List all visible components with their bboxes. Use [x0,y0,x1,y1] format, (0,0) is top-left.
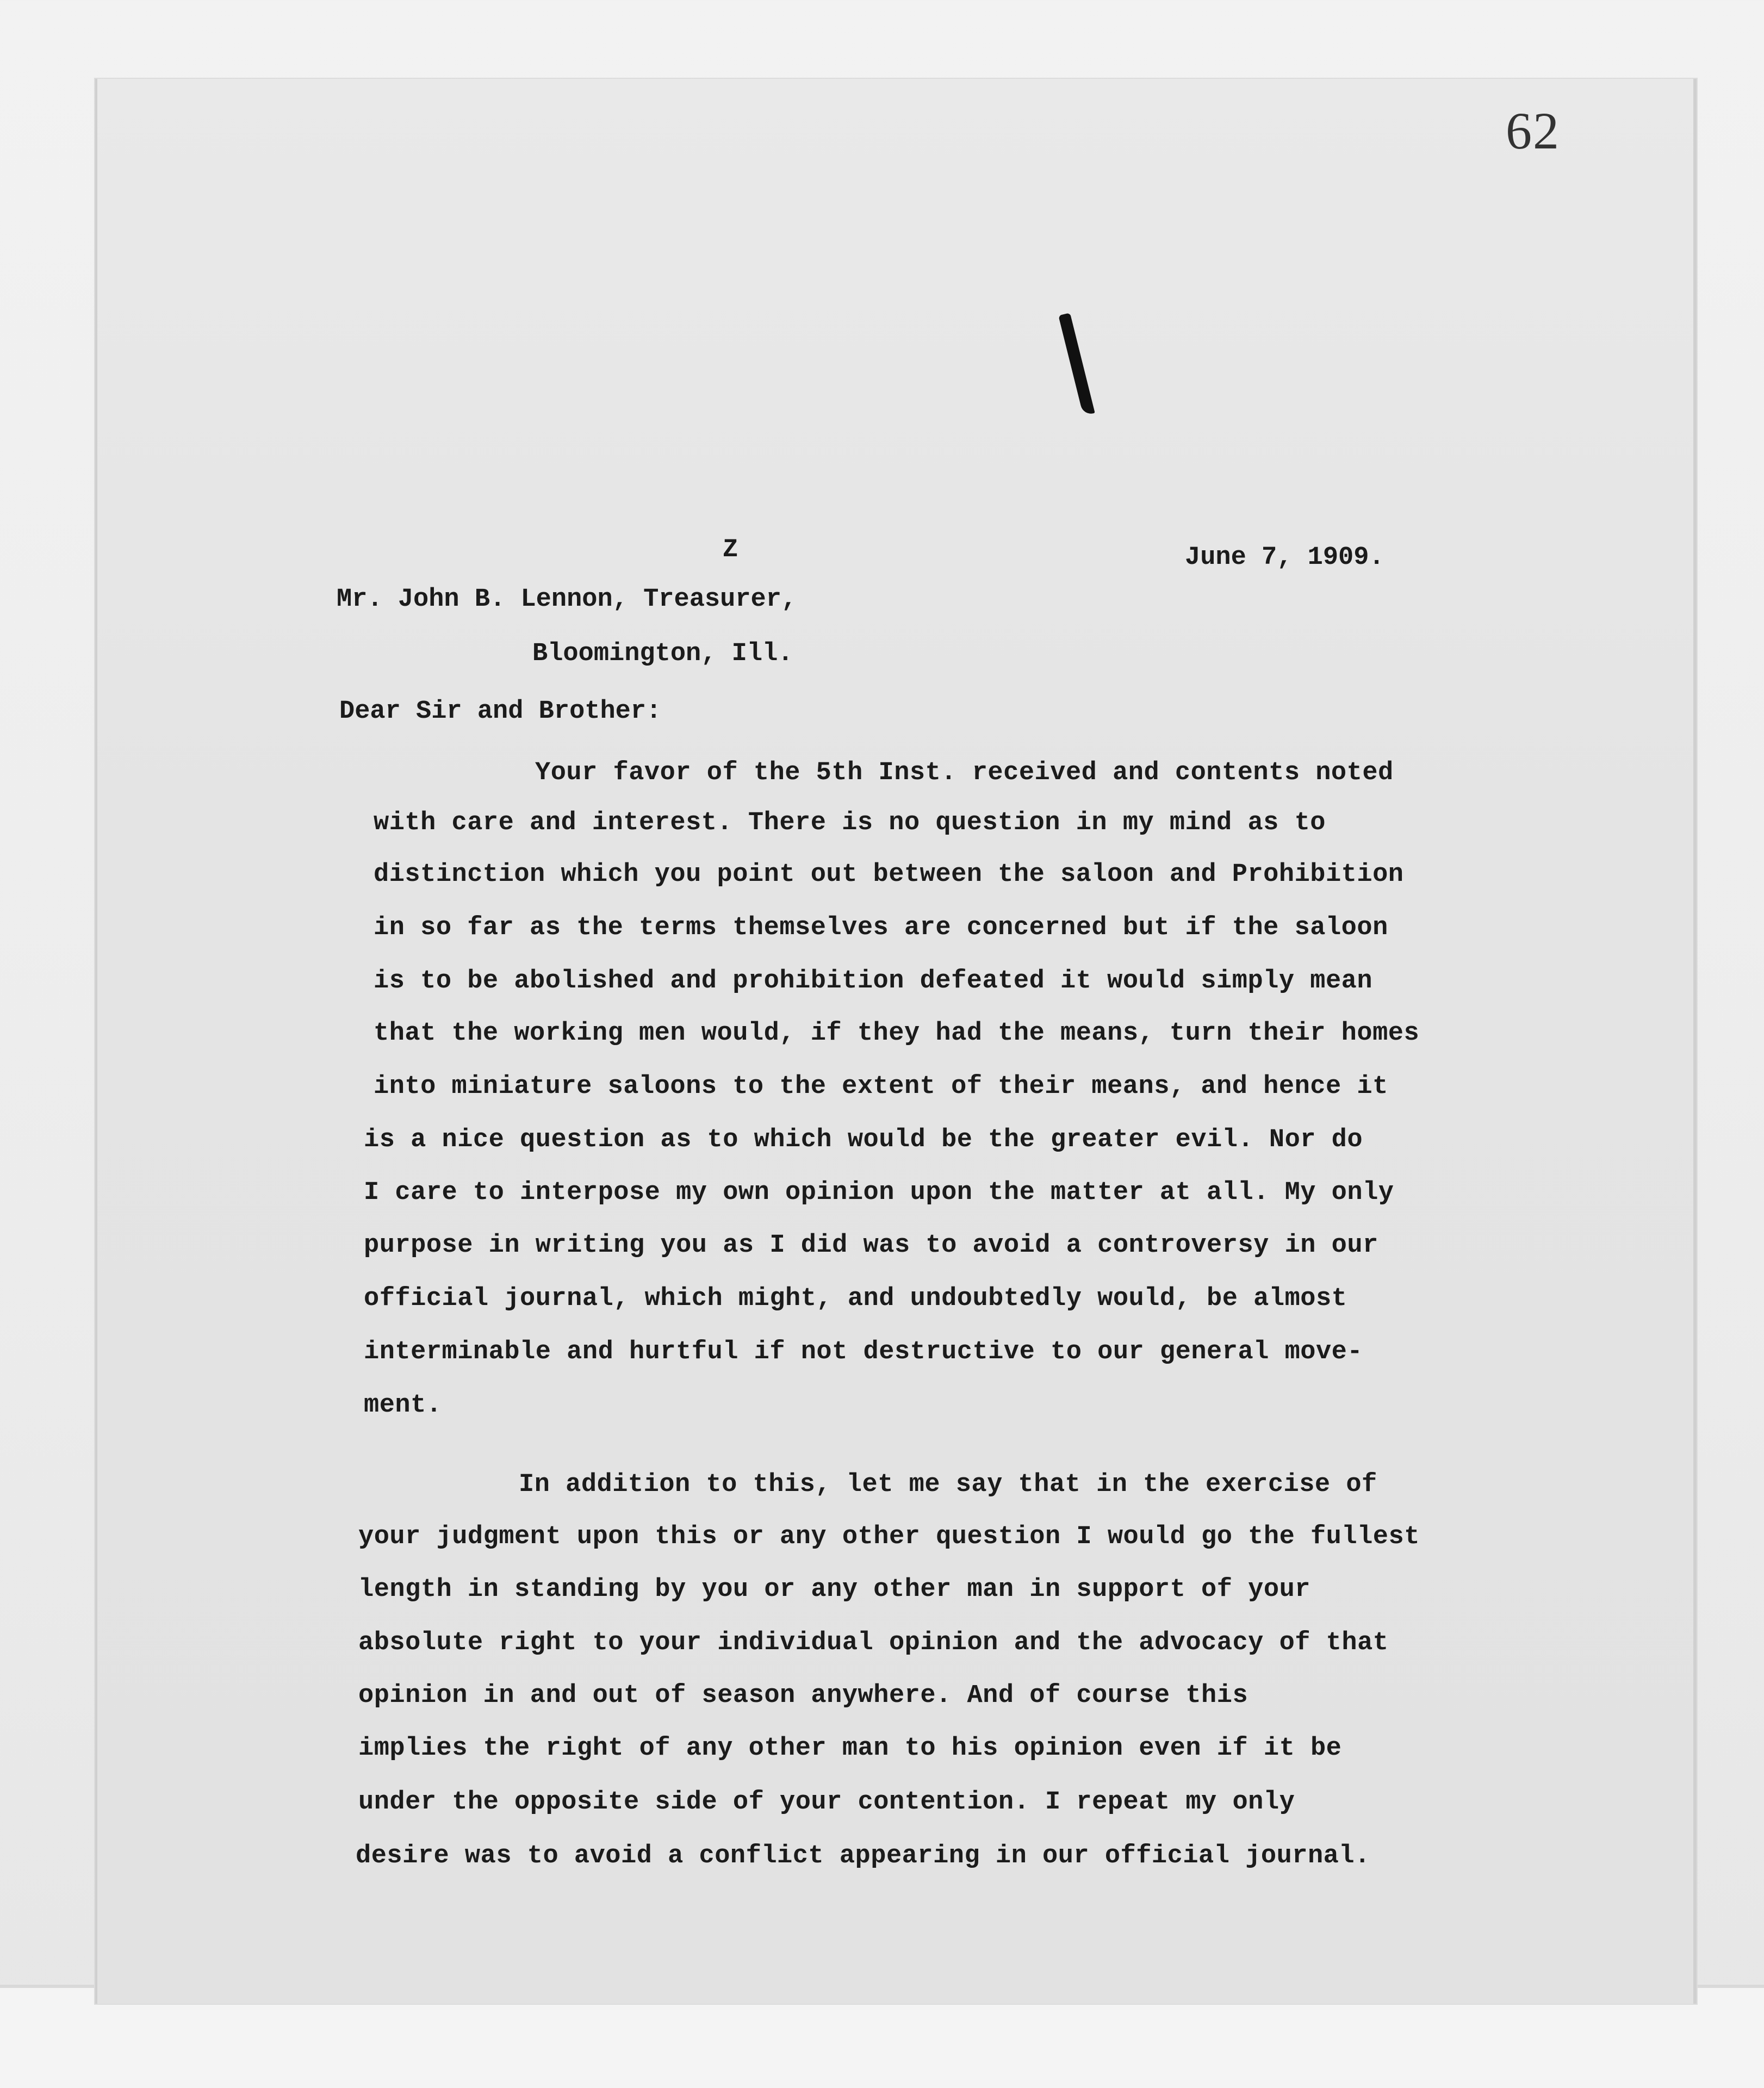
body-line: purpose in writing you as I did was to avoid a controversy in our [364,1231,1378,1260]
body-line: in so far as the terms themselves are concerned but if the saloon [374,913,1388,942]
body-line: under the opposite side of your contention. I repeat my only [358,1788,1295,1817]
archive-page-number: 62 [1506,102,1560,160]
pencil-check-mark [1058,313,1095,416]
body-line: In addition to this, let me say that in the exercise of [519,1470,1377,1499]
addressee-name: Mr. John B. Lennon, Treasurer, [337,585,797,614]
body-line: desire was to avoid a conflict appearing in our official journal. [356,1842,1370,1870]
body-line: opinion in and out of season anywhere. And of course this [358,1681,1249,1710]
body-line: that the working men would, if they had the means, turn their homes [374,1019,1420,1048]
letter-date: June 7, 1909. [1185,543,1384,572]
body-line: Your favor of the 5th Inst. received and contents noted [535,759,1394,787]
body-line: length in standing by you or any other man in support of your [358,1575,1310,1604]
body-line: distinction which you point out between the saloon and Prohibition [374,860,1404,889]
body-line: official journal, which might, and undoubtedly would, be almost [364,1284,1347,1313]
body-line: is a nice question as to which would be the greater evil. Nor do [364,1126,1363,1154]
body-line: implies the right of any other man to his opinion even if it be [358,1734,1342,1763]
body-line: ment. [364,1391,442,1420]
letter-page [95,79,1697,2004]
body-line: is to be abolished and prohibition defeated it would simply mean [374,967,1373,996]
stenographer-initial: Z [723,536,738,564]
body-line: your judgment upon this or any other question I would go the fullest [358,1522,1420,1551]
body-line: into miniature saloons to the extent of their means, and hence it [374,1072,1388,1101]
body-line: I care to interpose my own opinion upon the matter at all. My only [364,1178,1394,1207]
salutation: Dear Sir and Brother: [339,697,662,726]
body-line: interminable and hurtful if not destructive to our general move- [364,1338,1363,1366]
body-line: with care and interest. There is no question in my mind as to [374,809,1326,837]
addressee-city: Bloomington, Ill. [532,639,793,668]
body-line: absolute right to your individual opinion and the advocacy of that [358,1629,1389,1657]
